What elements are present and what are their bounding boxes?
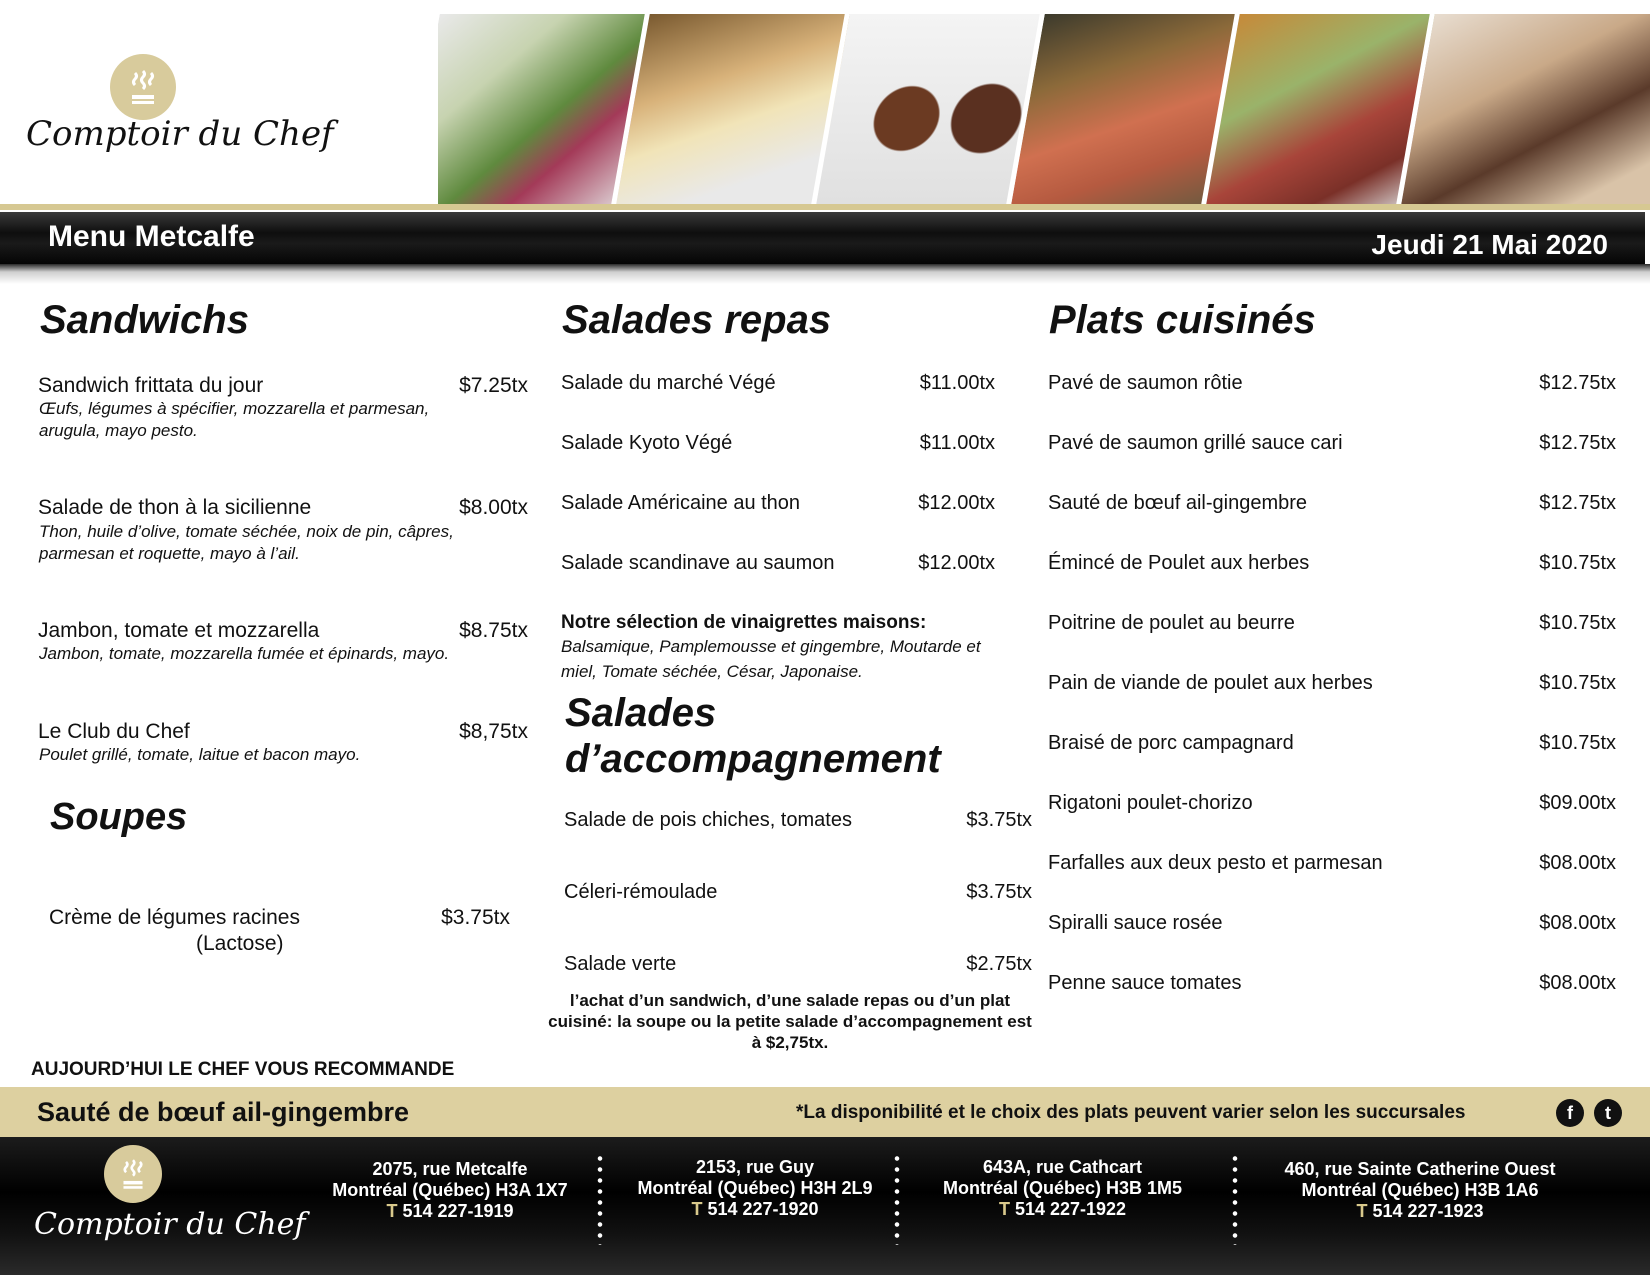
section-title-salades-repas: Salades repas: [562, 298, 832, 342]
header-logo: [0, 0, 430, 200]
menu-item-name: Le Club du Chef: [38, 720, 190, 743]
menu-item-price: $08.00tx: [1539, 912, 1616, 934]
footer-brand-name: Comptoir du Chef: [34, 1207, 306, 1242]
footer: [0, 1137, 1650, 1275]
promo-text: l’achat d’un sandwich, d’une salade repas ou d’un plat cuisiné: la soupe ou la petite salade d’accompagnement est à $2,75tx.: [548, 991, 1032, 1052]
wrap-photo: [1396, 14, 1650, 204]
menu-item-price: $7.25tx: [459, 374, 528, 397]
menu-item-name: Salade Américaine au thon: [561, 492, 801, 514]
menu-item-name: Salade de pois chiches, tomates: [564, 809, 852, 831]
menu-item-name: Penne sauce tomates: [1048, 972, 1242, 994]
recommendation-bar: [0, 1087, 1650, 1137]
location-cathcart: [910, 1157, 1215, 1220]
menu-item-name: Céleri-rémoulade: [564, 881, 718, 903]
location-street: 2153, rue Guy: [695, 1157, 815, 1177]
menu-item-price: $12.75tx: [1539, 372, 1616, 394]
chef-hat-logo-icon: [110, 54, 176, 120]
menu-item-price: $10.75tx: [1539, 672, 1616, 694]
location-sainte-catherine: [1250, 1159, 1590, 1222]
menu-item-desc: Poulet grillé, tomate, laitue et bacon mayo.: [39, 745, 361, 764]
menu-item-price: $12.00tx: [918, 492, 995, 514]
vinaigrettes-title: Notre sélection de vinaigrettes maisons:: [561, 612, 927, 633]
footer-divider: [894, 1153, 900, 1245]
section-title-line: d’accompagnement: [565, 737, 941, 781]
location-phone: 514 227-1920: [707, 1199, 819, 1219]
menu-item-desc: Œufs, légumes à spécifier, mozzarella et parmesan, arugula, mayo pesto.: [39, 399, 430, 440]
menu-item-name: Pavé de saumon rôtie: [1048, 372, 1243, 394]
location-street: 460, rue Sainte Catherine Ouest: [1284, 1159, 1556, 1179]
phone-prefix: T: [998, 1199, 1010, 1219]
vinaigrettes-list: Balsamique, Pamplemousse et gingembre, Moutarde et miel, Tomate séchée, César, Japonaise.: [561, 637, 981, 681]
recommended-dish: Sauté de bœuf ail-gingembre: [37, 1097, 410, 1127]
menu-item-name: Rigatoni poulet-chorizo: [1048, 792, 1253, 814]
phone-prefix: T: [386, 1201, 398, 1221]
menu-item-desc: Thon, huile d’olive, tomate séchée, noix de pin, câpres, parmesan et roquette, mayo à l’ail.: [39, 522, 454, 563]
menu-item-name: Salade Kyoto Végé: [561, 432, 733, 454]
menu-item-price: $3.75tx: [966, 809, 1032, 831]
location-guy: [600, 1157, 910, 1220]
menu-item-name: Crème de légumes racines: [49, 906, 300, 929]
availability-note: *La disponibilité et le choix des plats peuvent varier selon les succursales: [796, 1102, 1466, 1123]
location-phone: 514 227-1923: [1372, 1201, 1484, 1221]
facebook-icon[interactable]: f: [1556, 1099, 1584, 1127]
phone-prefix: T: [1356, 1201, 1368, 1221]
menu-item-name: Sandwich frittata du jour: [38, 374, 264, 397]
header-gold-line: [0, 204, 1650, 210]
menu-item-price: $08.00tx: [1539, 972, 1616, 994]
section-title-soupes: Soupes: [50, 796, 188, 838]
menu-item-name: Sauté de bœuf ail-gingembre: [1048, 492, 1308, 514]
section-title-salades-accompagnement: [565, 690, 941, 782]
menu-item-price: $08.00tx: [1539, 852, 1616, 874]
title-bar-shadow: [0, 264, 1650, 284]
menu-item-name: Émincé de Poulet aux herbes: [1048, 552, 1310, 574]
location-city: Montréal (Québec) H3B 1M5: [942, 1178, 1183, 1198]
title-bar: [0, 212, 1645, 264]
menu-item-name: Salade verte: [564, 953, 677, 975]
menu-item-price: $11.00tx: [919, 432, 995, 454]
menu-item-name: Braisé de porc campagnard: [1048, 732, 1294, 754]
menu-item-price: $11.00tx: [919, 372, 995, 394]
menu-item-price: $12.75tx: [1539, 492, 1616, 514]
location-street: 2075, rue Metcalfe: [372, 1159, 528, 1179]
menu-date: Jeudi 21 Mai 2020: [1371, 229, 1608, 260]
recommendation-label: AUJOURD’HUI LE CHEF VOUS RECOMMANDE: [31, 1059, 455, 1080]
location-metcalfe: [300, 1159, 600, 1222]
menu-item-price: $2.75tx: [966, 953, 1032, 975]
menu-item-desc: Jambon, tomate, mozzarella fumée et épinards, mayo.: [39, 644, 450, 663]
menu-item-name: Pavé de saumon grillé sauce cari: [1048, 432, 1343, 454]
menu-item-name: Jambon, tomate et mozzarella: [38, 619, 320, 642]
menu-item-price: $10.75tx: [1539, 552, 1616, 574]
section-title-plats: Plats cuisinés: [1049, 298, 1316, 342]
chef-hat-logo-icon: [104, 1145, 162, 1203]
twitter-icon[interactable]: t: [1594, 1099, 1622, 1127]
location-city: Montréal (Québec) H3A 1X7: [332, 1180, 568, 1200]
section-title-sandwichs: Sandwichs: [40, 298, 249, 342]
menu-item-price: $3.75tx: [966, 881, 1032, 903]
footer-divider: [1232, 1153, 1238, 1245]
menu-item-price: $3.75tx: [441, 906, 510, 929]
menu-item-note: (Lactose): [196, 932, 284, 955]
location-street: 643A, rue Cathcart: [982, 1157, 1143, 1177]
location-city: Montréal (Québec) H3B 1A6: [1301, 1180, 1539, 1200]
menu-item-price: $10.75tx: [1539, 732, 1616, 754]
menu-title: Menu Metcalfe: [48, 220, 255, 253]
menu-item-name: Pain de viande de poulet aux herbes: [1048, 672, 1373, 694]
location-phone: 514 227-1919: [402, 1201, 514, 1221]
phone-prefix: T: [691, 1199, 703, 1219]
menu-item-name: Poitrine de poulet au beurre: [1048, 612, 1295, 634]
menu-item-price: $12.75tx: [1539, 432, 1616, 454]
menu-item-price: $10.75tx: [1539, 612, 1616, 634]
menu-item-price: $09.00tx: [1539, 792, 1616, 814]
menu-item-price: $8.00tx: [459, 496, 528, 519]
location-city: Montréal (Québec) H3H 2L9: [637, 1178, 873, 1198]
menu-item-name: Salade de thon à la sicilienne: [38, 496, 312, 519]
menu-item-name: Farfalles aux deux pesto et parmesan: [1048, 852, 1383, 874]
menu-item-price: $8,75tx: [459, 720, 528, 743]
section-title-line: Salades: [565, 691, 717, 735]
brand-name: Comptoir du Chef: [26, 114, 334, 154]
menu-item-name: Spiralli sauce rosée: [1048, 912, 1223, 934]
location-phone: 514 227-1922: [1014, 1199, 1127, 1219]
menu-item-price: $8.75tx: [459, 619, 528, 642]
menu-item-price: $12.00tx: [918, 552, 995, 574]
menu-item-name: Salade scandinave au saumon: [561, 552, 835, 574]
header-photo-strip: [438, 14, 1650, 204]
menu-item-name: Salade du marché Végé: [561, 372, 776, 394]
